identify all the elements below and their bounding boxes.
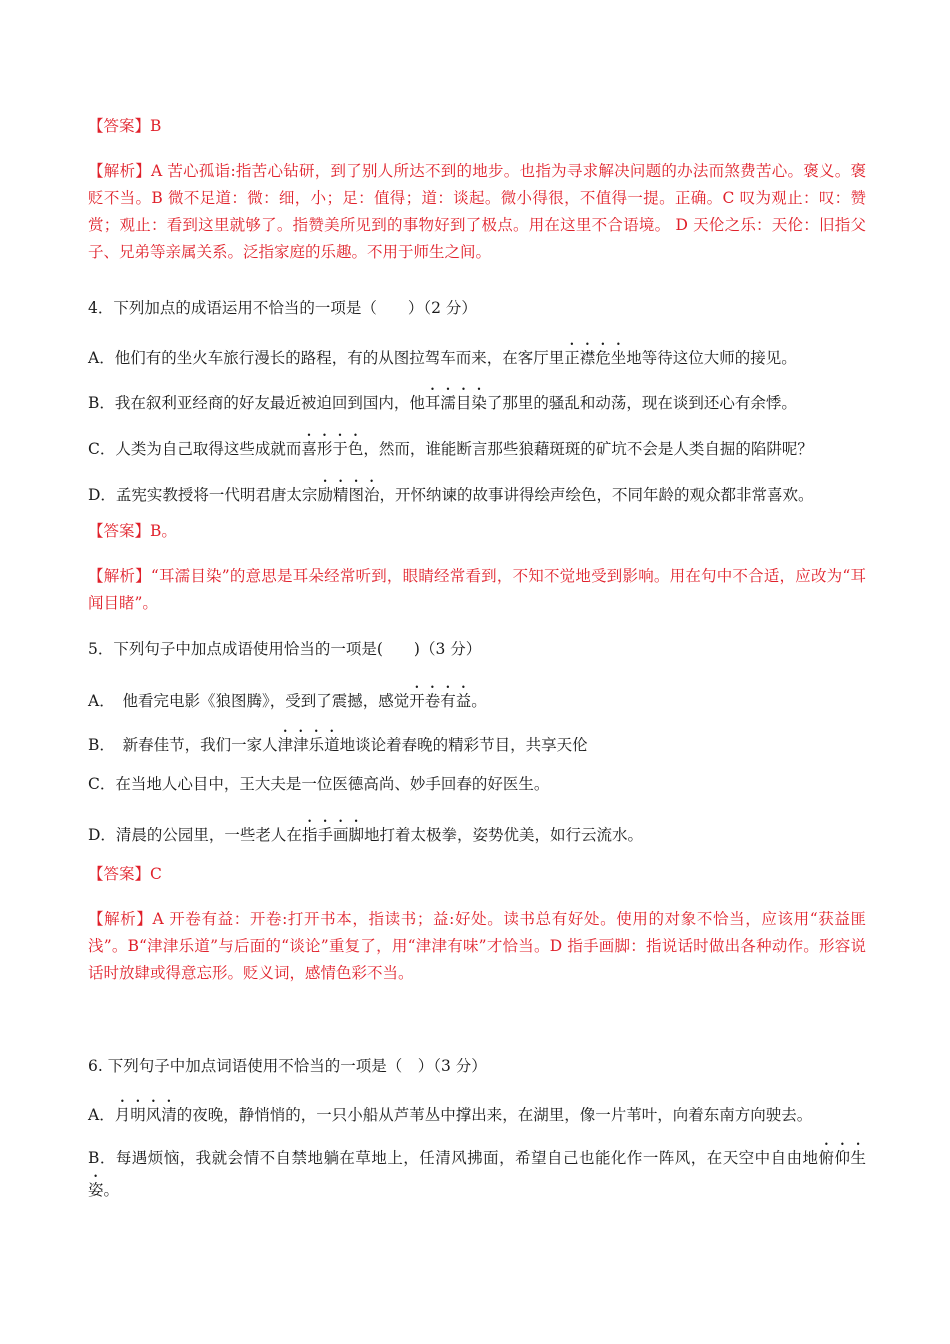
q4-option-c: C．人类为自己取得这些成就而喜形于色，然而，谁能断言那些狼藉斑斑的矿坑不会是人类自掘的陷阱呢？ (88, 440, 813, 458)
q4-a-dotted-idiom: 正襟危坐 (564, 349, 627, 367)
q6-b-dotted-idiom: 俯仰生姿 (88, 1149, 866, 1199)
q6-option-b: B．每遇烦恼，我就会情不自禁地躺在草地上，任清风拂面，希望自己也能化作一阵风，在天空中自由地俯仰生姿。 (88, 1149, 866, 1199)
q4-option-d: D．孟宪实教授将一代明君唐太宗励精图治，开怀纳谏的故事讲得绘声绘色，不同年龄的观众都非常喜欢。 (88, 486, 814, 504)
q3-answer: 【答案】B (88, 117, 162, 135)
q4-d-dotted-idiom: 励精图治 (317, 486, 380, 504)
q4-option-b: B．我在叙利亚经商的好友最近被迫回到国内，他耳濡目染了那里的骚乱和动荡，现在谈到还心有余悸。 (88, 394, 797, 412)
q5-analysis: 【解析】A 开卷有益：开卷:打开书本，指读书；益:好处。读书总有好处。使用的对象不恰当，应该用“获益匪浅”。B“津津乐道”与后面的“谈论”重复了，用“津津有味”才恰当。D 指手画脚：指说话时做出各种动作。形容说话时放肆或得意忘形。贬义词，感情色彩不当。 (88, 910, 866, 982)
q5-answer: 【答案】C (88, 865, 162, 883)
q5-option-d: D．清晨的公园里，一些老人在指手画脚地打着太极拳，姿势优美，如行云流水。 (88, 826, 643, 844)
q3-analysis: 【解析】A 苦心孤诣:指苦心钻研，到了别人所达不到的地步。也指为寻求解决问题的办法而煞费苦心。褒义。褒贬不当。B 微不足道：微：细，小；足：值得；道：谈起。微小得很，不值得一提。正确。C 叹为观止：叹：赞赏；观止：看到这里就够了。指赞美所见到的事物好到了极点。用在这里不合语境。 D 天伦之乐：天伦：旧指父子、兄弟等亲属关系。泛指家庭的乐趣。不用于师生之间。 (88, 162, 866, 261)
q6-option-a: A．月明风清的夜晚，静悄悄的，一只小船从芦苇丛中撑出来，在湖里，像一片苇叶，向着东南方向驶去。 (88, 1106, 813, 1124)
q5-question: 5．下列句子中加点成语使用恰当的一项是( )（3 分） (88, 640, 482, 658)
q5-a-dotted-idiom: 开卷有益 (409, 692, 472, 710)
q4-analysis: 【解析】“耳濡目染”的意思是耳朵经常听到，眼睛经常看到，不知不觉地受到影响。用在句中不合适，应改为“耳闻目睹”。 (88, 567, 866, 612)
q6-question: 6. 下列句子中加点词语使用不恰当的一项是（ ）（3 分） (88, 1057, 487, 1075)
q4-b-dotted-idiom: 耳濡目染 (424, 394, 487, 412)
q5-option-c: C．在当地人心目中，王大夫是一位医德高尚、妙手回春的好医生。 (88, 775, 550, 793)
q4-answer: 【答案】B。 (88, 522, 177, 540)
q4-option-a: A．他们有的坐火车旅行漫长的路程，有的从图拉驾车而来，在客厅里正襟危坐地等待这位大师的接见。 (88, 349, 797, 367)
q5-option-b: B． 新春佳节，我们一家人津津乐道地谈论着春晚的精彩节目，共享天伦 (88, 736, 588, 754)
q5-d-dotted-idiom: 指手画脚 (301, 826, 364, 844)
q6-a-dotted-idiom: 月明风清 (114, 1106, 177, 1124)
q5-b-dotted-idiom: 津津乐道 (277, 736, 340, 754)
q4-c-dotted-idiom: 喜形于色 (301, 440, 364, 458)
q4-question: 4．下列加点的成语运用不恰当的一项是（ ）（2 分） (88, 299, 477, 317)
q5-option-a: A． 他看完电影《狼图腾》，受到了震撼，感觉开卷有益。 (88, 692, 487, 710)
